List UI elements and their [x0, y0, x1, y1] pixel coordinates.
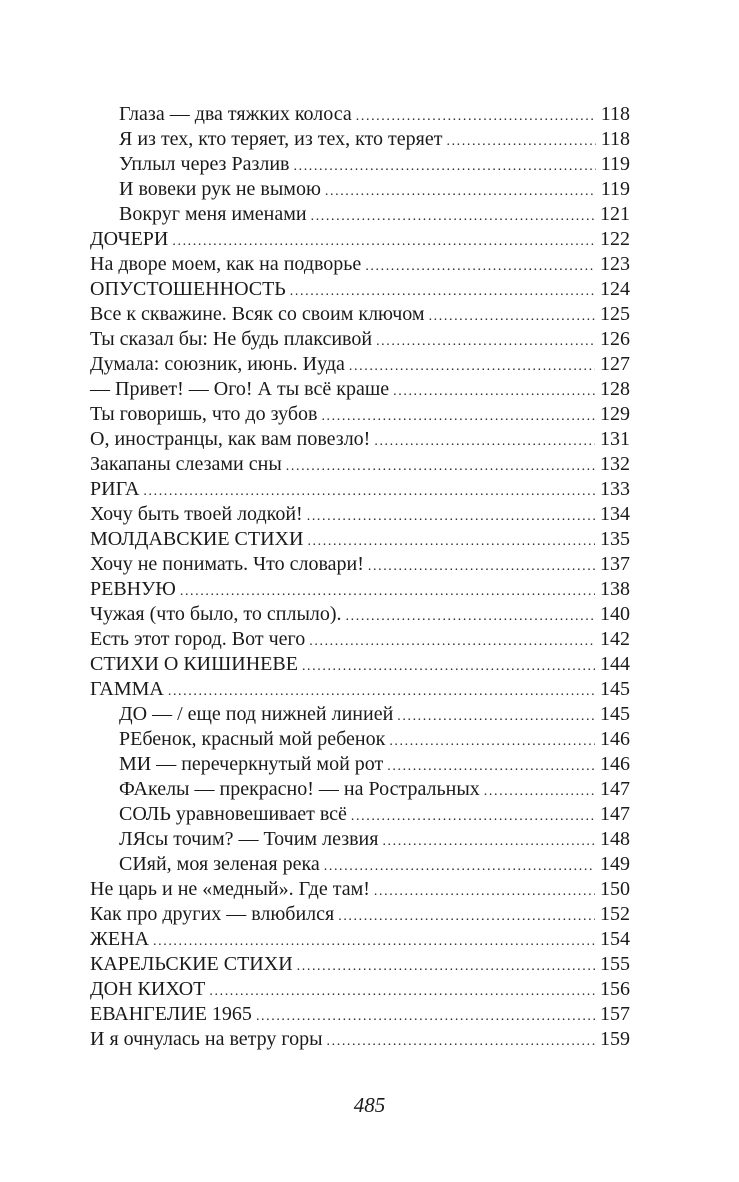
toc-entry-title: Ты говоришь, что до зубов [90, 403, 318, 425]
toc-entry [90, 352, 630, 377]
toc-entry [90, 177, 630, 202]
toc-entry [90, 977, 630, 1002]
dot-leader [374, 429, 595, 454]
dot-leader [325, 179, 596, 204]
toc-entry [90, 202, 630, 227]
dot-leader [209, 979, 595, 1004]
toc-entry-title: Я из тех, кто теряет, из тех, кто теряет [119, 128, 443, 150]
toc-entry-page: 156 [600, 978, 630, 1000]
dot-leader [153, 929, 595, 954]
toc-entry [90, 902, 630, 927]
toc-entry-page: 123 [600, 253, 630, 275]
toc-entry [90, 602, 630, 627]
dot-leader [311, 204, 595, 229]
dot-leader [294, 154, 596, 179]
toc-entry-title: И вовеки рук не вымою [119, 178, 321, 200]
toc-entry [90, 277, 630, 302]
dot-leader [321, 404, 595, 429]
toc-entry [90, 877, 630, 902]
toc-entry-page: 155 [600, 953, 630, 975]
toc-entry-page: 134 [600, 503, 630, 525]
toc-entry-title: И я очнулась на ветру горы [90, 1028, 323, 1050]
toc-entry-title: Все к скважине. Всяк со своим ключом [90, 303, 425, 325]
toc-entry-title: МОЛДАВСКИЕ СТИХИ [90, 528, 304, 550]
toc-entry-page: 119 [600, 153, 630, 175]
toc-entry [90, 327, 630, 352]
dot-leader [256, 1004, 595, 1029]
toc-entry-title: Думала: союзник, июнь. Иуда [90, 353, 345, 375]
dot-leader [338, 904, 595, 929]
toc-entry-page: 126 [600, 328, 630, 350]
toc-entry [90, 552, 630, 577]
toc-entry-page: 125 [600, 303, 630, 325]
toc-entry [90, 802, 630, 827]
toc-entry [90, 952, 630, 977]
dot-leader [302, 654, 595, 679]
toc-entry-page: 127 [600, 353, 630, 375]
toc-entry-page: 132 [600, 453, 630, 475]
toc-entry-title: ГАММА [90, 678, 164, 700]
dot-leader [387, 754, 595, 779]
dot-leader [143, 479, 595, 504]
toc-entry-page: 140 [600, 603, 630, 625]
dot-leader [382, 829, 595, 854]
dot-leader [374, 879, 595, 904]
toc-entry-page: 157 [600, 1003, 630, 1025]
dot-leader [309, 629, 595, 654]
toc-entry [90, 827, 630, 852]
toc-entry-title: Хочу не понимать. Что словари! [90, 553, 364, 575]
table-of-contents [90, 102, 630, 1052]
toc-entry [90, 477, 630, 502]
dot-leader [172, 229, 595, 254]
dot-leader [397, 704, 595, 729]
dot-leader [180, 579, 595, 604]
toc-entry-page: 118 [600, 103, 630, 125]
dot-leader [376, 329, 595, 354]
toc-entry-page: 147 [600, 778, 630, 800]
toc-entry [90, 527, 630, 552]
toc-entry [90, 427, 630, 452]
toc-entry [90, 377, 630, 402]
toc-entry-page: 121 [600, 203, 630, 225]
dot-leader [307, 504, 595, 529]
toc-entry-title: ДОЧЕРИ [90, 228, 169, 250]
toc-entry [90, 402, 630, 427]
dot-leader [286, 454, 595, 479]
toc-entry [90, 752, 630, 777]
toc-entry [90, 252, 630, 277]
toc-entry-page: 138 [600, 578, 630, 600]
toc-entry-title: Уплыл через Разлив [119, 153, 290, 175]
toc-entry-title: Есть этот город. Вот чего [90, 628, 306, 650]
dot-leader [446, 129, 595, 154]
dot-leader [351, 804, 595, 829]
toc-entry [90, 577, 630, 602]
toc-entry-page: 124 [600, 278, 630, 300]
toc-entry-page: 150 [600, 878, 630, 900]
toc-entry-title: МИ — перечеркнутый мой рот [119, 753, 384, 775]
toc-entry-page: 122 [600, 228, 630, 250]
toc-entry [90, 677, 630, 702]
toc-entry-page: 149 [600, 853, 630, 875]
toc-entry-title: ДО — / еще под нижней линией [119, 703, 394, 725]
toc-entry-page: 118 [600, 128, 630, 150]
toc-entry-page: 133 [600, 478, 630, 500]
toc-entry [90, 152, 630, 177]
toc-entry-title: КАРЕЛЬСКИЕ СТИХИ [90, 953, 293, 975]
toc-entry [90, 927, 630, 952]
toc-entry-title: РЕбенок, красный мой ребенок [119, 728, 386, 750]
toc-entry [90, 452, 630, 477]
toc-entry [90, 1002, 630, 1027]
toc-entry-page: 144 [600, 653, 630, 675]
toc-entry-title: О, иностранцы, как вам повезло! [90, 428, 371, 450]
page-number: 485 [353, 1093, 386, 1117]
toc-entry [90, 127, 630, 152]
toc-entry-title: Как про других — влюбился [90, 903, 335, 925]
toc-entry [90, 627, 630, 652]
toc-entry-title: — Привет! — Ого! А ты всё краше [90, 378, 390, 400]
dot-leader [393, 379, 595, 404]
toc-entry-title: СИяй, моя зеленая река [119, 853, 320, 875]
toc-entry-title: Закапаны слезами сны [90, 453, 282, 475]
toc-entry-title: РИГА [90, 478, 140, 500]
dot-leader [365, 254, 595, 279]
dot-leader [484, 779, 595, 804]
toc-entry-page: 147 [600, 803, 630, 825]
toc-entry [90, 652, 630, 677]
toc-entry-page: 159 [600, 1028, 630, 1050]
toc-entry-title: РЕВНУЮ [90, 578, 176, 600]
toc-entry-page: 142 [600, 628, 630, 650]
dot-leader [368, 554, 595, 579]
toc-entry-page: 154 [600, 928, 630, 950]
toc-entry-page: 148 [600, 828, 630, 850]
toc-entry [90, 702, 630, 727]
toc-entry-page: 131 [600, 428, 630, 450]
dot-leader [307, 529, 595, 554]
toc-entry-title: ЖЕНА [90, 928, 150, 950]
toc-entry-title: СОЛЬ уравновешивает всё [119, 803, 347, 825]
toc-entry-title: Вокруг меня именами [119, 203, 307, 225]
toc-entry-title: Хочу быть твоей лодкой! [90, 503, 303, 525]
dot-leader [290, 279, 595, 304]
dot-leader [168, 679, 595, 704]
toc-entry-title: СТИХИ О КИШИНЕВЕ [90, 653, 298, 675]
toc-entry [90, 727, 630, 752]
dot-leader [324, 854, 595, 879]
dot-leader [297, 954, 595, 979]
toc-entry [90, 502, 630, 527]
toc-entry [90, 1027, 630, 1052]
toc-entry [90, 227, 630, 252]
dot-leader [327, 1029, 595, 1054]
toc-entry-title: Чужая (что было, то сплыло). [90, 603, 342, 625]
toc-entry-page: 129 [600, 403, 630, 425]
toc-entry [90, 852, 630, 877]
dot-leader [389, 729, 595, 754]
toc-entry-page: 146 [600, 753, 630, 775]
dot-leader [429, 304, 595, 329]
toc-entry [90, 302, 630, 327]
toc-entry-page: 152 [600, 903, 630, 925]
toc-entry [90, 102, 630, 127]
toc-entry-page: 135 [600, 528, 630, 550]
toc-entry-page: 145 [600, 703, 630, 725]
toc-entry-page: 137 [600, 553, 630, 575]
toc-entry-title: Глаза — два тяжких колоса [119, 103, 352, 125]
toc-entry-title: ОПУСТОШЕННОСТЬ [90, 278, 286, 300]
dot-leader [349, 354, 595, 379]
toc-entry-page: 145 [600, 678, 630, 700]
toc-entry-page: 119 [600, 178, 630, 200]
dot-leader [346, 604, 595, 629]
toc-entry-title: ФАкелы — прекрасно! — на Ростральных [119, 778, 480, 800]
toc-entry-title: Не царь и не «медный». Где там! [90, 878, 370, 900]
toc-entry-title: ДОН КИХОТ [90, 978, 206, 1000]
toc-entry-title: Ты сказал бы: Не будь плаксивой [90, 328, 373, 350]
toc-entry [90, 777, 630, 802]
dot-leader [356, 104, 596, 129]
toc-entry-page: 128 [600, 378, 630, 400]
toc-entry-title: ЛЯсы точим? — Точим лезвия [119, 828, 379, 850]
toc-entry-title: На дворе моем, как на подворье [90, 253, 362, 275]
toc-entry-title: ЕВАНГЕЛИЕ 1965 [90, 1003, 252, 1025]
toc-entry-page: 146 [600, 728, 630, 750]
